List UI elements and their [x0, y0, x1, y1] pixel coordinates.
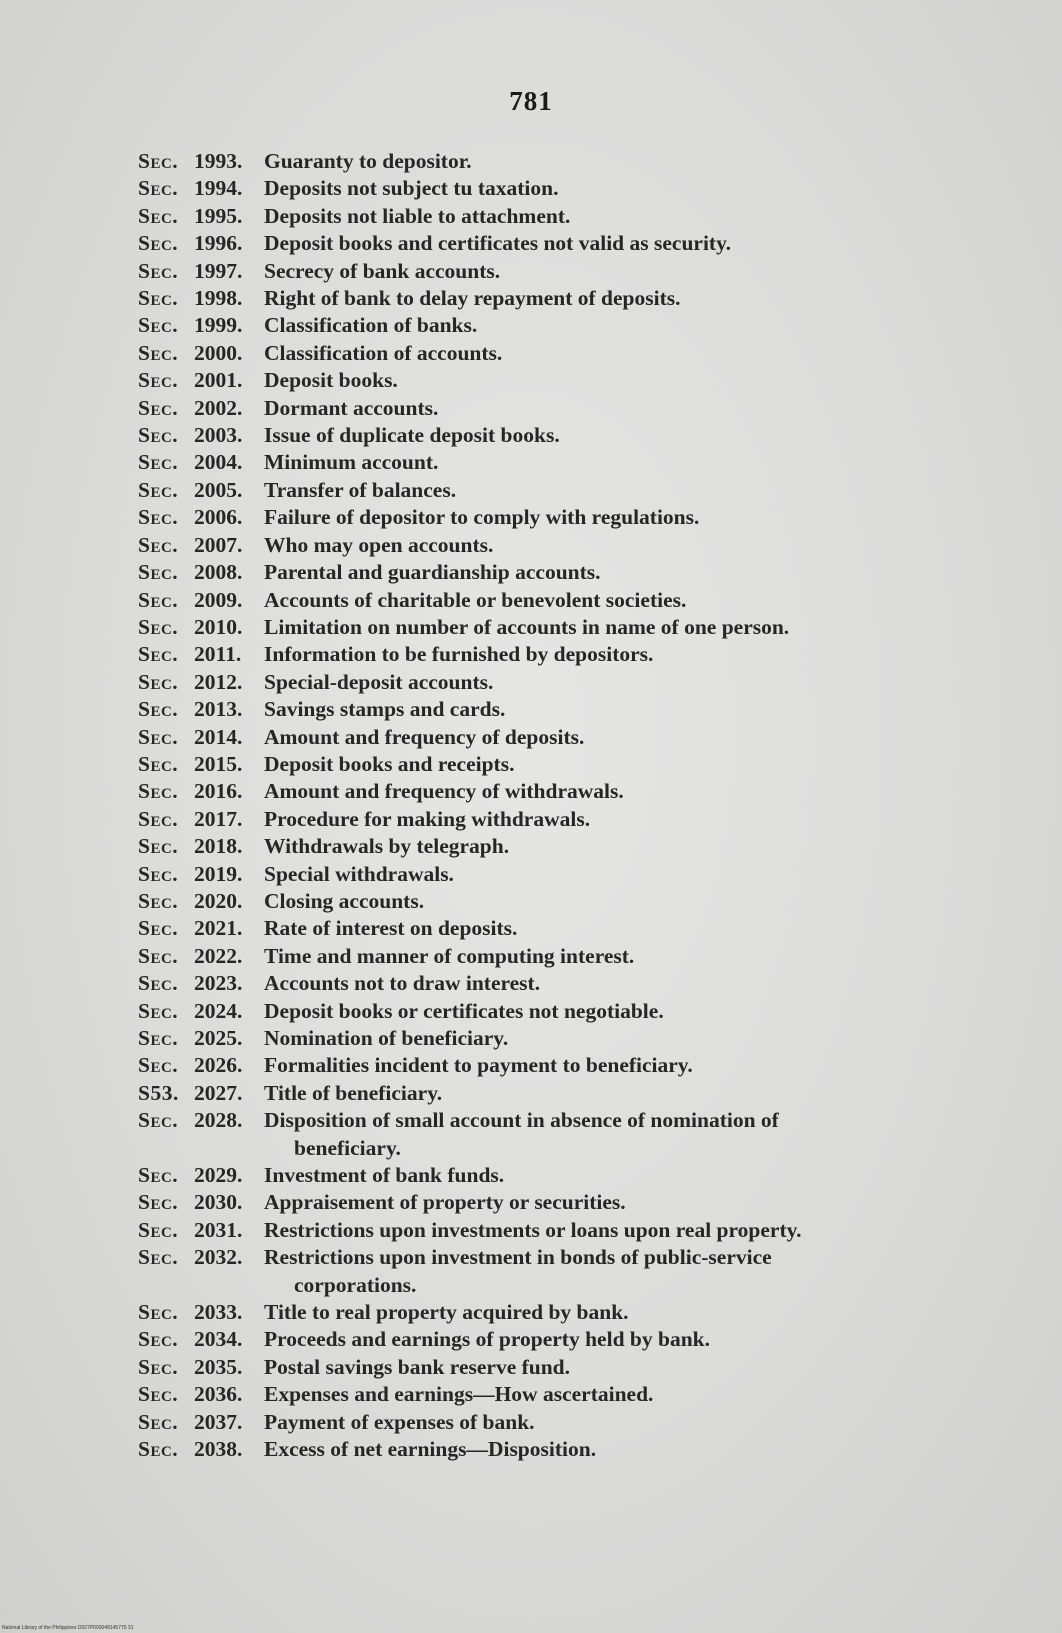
section-prefix: Sec.: [138, 505, 179, 530]
section-title: [264, 751, 958, 778]
section-title: [264, 258, 958, 285]
section-prefix: Sec.: [138, 971, 179, 996]
section-title: [264, 587, 958, 614]
section-prefix: Sec.: [138, 642, 179, 667]
section-title: [264, 1244, 958, 1299]
section-title-text: Deposits not subject tu taxation.: [264, 176, 559, 201]
section-entry: [138, 1052, 958, 1079]
section-prefix: Sec.: [138, 861, 179, 886]
section-number: 1998.: [194, 286, 243, 311]
section-title-text: Failure of depositor to comply with regulations.: [264, 505, 700, 530]
section-entry: [138, 724, 958, 751]
section-prefix: Sec.: [138, 1382, 179, 1407]
section-title: [264, 1025, 958, 1052]
section-number: 2003.: [194, 423, 243, 448]
section-entry: [138, 532, 958, 559]
section-entry: [138, 449, 958, 476]
section-title-text: Payment of expenses of bank.: [264, 1409, 535, 1434]
section-prefix: Sec.: [138, 1108, 179, 1133]
section-prefix: Sec.: [138, 1327, 179, 1352]
section-prefix: Sec.: [138, 998, 179, 1023]
section-number: 2033.: [194, 1300, 243, 1325]
section-title: [264, 806, 958, 833]
section-title-text: Formalities incident to payment to beneficiary.: [264, 1053, 693, 1078]
section-entry: [138, 1244, 958, 1299]
section-title-text: Postal savings bank reserve fund.: [264, 1354, 571, 1379]
section-entry: [138, 888, 958, 915]
section-title: [264, 1436, 958, 1463]
section-entry: [138, 778, 958, 805]
section-entry: [138, 1162, 958, 1189]
section-title-text: Who may open accounts.: [264, 532, 494, 557]
section-entry: [138, 477, 958, 504]
section-title-continuation: beneficiary.: [294, 1135, 401, 1160]
section-entry: [138, 175, 958, 202]
section-number: 2038.: [194, 1437, 243, 1462]
section-title-text: Deposit books and certificates not valid as security.: [264, 231, 732, 256]
section-prefix: Sec.: [138, 724, 179, 749]
section-title-text: Secrecy of bank accounts.: [264, 258, 501, 283]
section-title: [264, 861, 958, 888]
section-prefix: Sec.: [138, 1245, 179, 1270]
section-prefix: Sec.: [138, 806, 179, 831]
section-number: 2015.: [194, 751, 243, 776]
section-entry: [138, 970, 958, 997]
section-entry: [138, 1189, 958, 1216]
section-entry: [138, 559, 958, 586]
section-entry: [138, 258, 958, 285]
section-number: 2002.: [194, 395, 243, 420]
section-title: [264, 1217, 958, 1244]
section-prefix: Sec.: [138, 231, 179, 256]
section-entry: [138, 833, 958, 860]
section-number: 2036.: [194, 1382, 243, 1407]
section-title: [264, 449, 958, 476]
section-number: 2017.: [194, 806, 243, 831]
section-number: 2016.: [194, 779, 243, 804]
section-number: 2018.: [194, 834, 243, 859]
section-number: 2010.: [194, 614, 243, 639]
section-title-text: Limitation on number of accounts in name of one person.: [264, 614, 790, 639]
section-title-text: Closing accounts.: [264, 888, 425, 913]
section-prefix: Sec.: [138, 1437, 179, 1462]
section-title-text: Issue of duplicate deposit books.: [264, 423, 560, 448]
section-prefix: Sec.: [138, 286, 179, 311]
section-title-text: Dormant accounts.: [264, 395, 439, 420]
section-prefix: Sec.: [138, 560, 179, 585]
section-title: [264, 943, 958, 970]
section-number: 2021.: [194, 916, 243, 941]
section-title: [264, 532, 958, 559]
section-title: [264, 1326, 958, 1353]
section-number: 2022.: [194, 943, 243, 968]
section-number: 2013.: [194, 697, 243, 722]
section-entry: [138, 696, 958, 723]
section-title-text: Disposition of small account in absence of nomination of: [264, 1108, 779, 1133]
section-title: [264, 641, 958, 668]
section-title-text: Title of beneficiary.: [264, 1080, 443, 1105]
section-entry: [138, 751, 958, 778]
section-title: [264, 395, 958, 422]
section-number: 2029.: [194, 1163, 243, 1188]
section-number: 2027.: [194, 1080, 243, 1105]
section-prefix: Sec.: [138, 149, 179, 173]
section-title-text: Classification of banks.: [264, 313, 478, 338]
section-title: [264, 669, 958, 696]
library-footer: National Library of the Philippines D027P000048145775 31: [2, 1625, 134, 1631]
section-number: 2011.: [194, 642, 242, 667]
section-number: 2035.: [194, 1354, 243, 1379]
section-prefix: Sec.: [138, 751, 179, 776]
section-title: [264, 833, 958, 860]
section-title-text: Deposit books and receipts.: [264, 751, 515, 776]
section-number: 1993.: [194, 149, 243, 173]
section-title-text: Nomination of beneficiary.: [264, 1026, 509, 1050]
section-prefix: Sec.: [138, 1026, 179, 1050]
section-title-text: Restrictions upon investments or loans upon real property.: [264, 1217, 802, 1242]
section-title-text: Expenses and earnings—How ascertained.: [264, 1382, 654, 1407]
section-entry: [138, 943, 958, 970]
section-prefix: Sec.: [138, 888, 179, 913]
section-number: 2026.: [194, 1053, 243, 1078]
section-number: 1999.: [194, 313, 243, 338]
section-title: [264, 1381, 958, 1408]
section-number: 2024.: [194, 998, 243, 1023]
section-entry: [138, 915, 958, 942]
section-title-text: Savings stamps and cards.: [264, 697, 506, 722]
section-entry: [138, 669, 958, 696]
section-title: [264, 559, 958, 586]
section-title-text: Special-deposit accounts.: [264, 669, 494, 694]
section-entry: [138, 1436, 958, 1463]
section-number: 2014.: [194, 724, 243, 749]
section-title: [264, 340, 958, 367]
section-number: 2030.: [194, 1190, 243, 1215]
section-number: 2012.: [194, 669, 243, 694]
section-title-text: Deposit books.: [264, 368, 398, 393]
section-entry: [138, 998, 958, 1025]
section-title: [264, 477, 958, 504]
section-title-text: Accounts not to draw interest.: [264, 971, 541, 996]
section-entry: [138, 422, 958, 449]
section-prefix: Sec.: [138, 368, 179, 393]
section-prefix: Sec.: [138, 423, 179, 448]
section-entry: [138, 861, 958, 888]
section-title-text: Guaranty to depositor.: [264, 149, 472, 173]
section-title: [264, 312, 958, 339]
section-title-text: Parental and guardianship accounts.: [264, 560, 601, 585]
section-number: 2001.: [194, 368, 243, 393]
section-prefix: Sec.: [138, 203, 179, 228]
section-title: [264, 1409, 958, 1436]
section-title-text: Accounts of charitable or benevolent societies.: [264, 587, 687, 612]
section-title: [264, 998, 958, 1025]
section-number: 2032.: [194, 1245, 243, 1270]
section-prefix: Sec.: [138, 1300, 179, 1325]
section-title: [264, 1189, 958, 1216]
section-list: [138, 148, 958, 1464]
section-entry: [138, 587, 958, 614]
section-number: 2009.: [194, 587, 243, 612]
section-title-text: Rate of interest on deposits.: [264, 916, 518, 941]
section-title: [264, 696, 958, 723]
section-prefix: Sec.: [138, 450, 179, 475]
section-number: 2004.: [194, 450, 243, 475]
section-title: [264, 724, 958, 751]
section-entry: [138, 1107, 958, 1162]
section-title: [264, 422, 958, 449]
section-prefix: Sec.: [138, 1163, 179, 1188]
section-entry: [138, 203, 958, 230]
section-number: 2019.: [194, 861, 243, 886]
section-title-text: Title to real property acquired by bank.: [264, 1300, 629, 1325]
section-number: 1997.: [194, 258, 243, 283]
section-prefix: Sec.: [138, 395, 179, 420]
section-prefix: Sec.: [138, 1354, 179, 1379]
section-prefix: Sec.: [138, 669, 179, 694]
section-title: [264, 1162, 958, 1189]
section-entry: [138, 1354, 958, 1381]
section-prefix: Sec.: [138, 834, 179, 859]
section-title-continuation: corporations.: [294, 1272, 417, 1297]
section-entry: [138, 395, 958, 422]
section-number: 2008.: [194, 560, 243, 585]
section-title-text: Appraisement of property or securities.: [264, 1190, 626, 1215]
section-title: [264, 1107, 958, 1162]
section-prefix: Sec.: [138, 313, 179, 338]
section-entry: [138, 312, 958, 339]
section-title-text: Procedure for making withdrawals.: [264, 806, 591, 831]
section-title: [264, 1354, 958, 1381]
section-prefix: Sec.: [138, 697, 179, 722]
section-prefix: Sec.: [138, 176, 179, 201]
section-prefix: Sec.: [138, 1190, 179, 1215]
section-entry: [138, 1299, 958, 1326]
section-prefix: Sec.: [138, 587, 179, 612]
section-title: [264, 778, 958, 805]
section-title: [264, 614, 958, 641]
section-title-text: Deposits not liable to attachment.: [264, 203, 571, 228]
section-title: [264, 1052, 958, 1079]
section-prefix: Sec.: [138, 532, 179, 557]
section-title: [264, 148, 958, 175]
section-prefix: Sec.: [138, 943, 179, 968]
section-prefix: S53.: [138, 1080, 179, 1105]
section-title: [264, 1299, 958, 1326]
section-title-text: Amount and frequency of withdrawals.: [264, 779, 624, 804]
section-entry: [138, 806, 958, 833]
section-title-text: Transfer of balances.: [264, 477, 457, 502]
section-entry: [138, 340, 958, 367]
section-title-text: Deposit books or certificates not negotiable.: [264, 998, 664, 1023]
section-title: [264, 175, 958, 202]
section-prefix: Sec.: [138, 1409, 179, 1434]
section-number: 1996.: [194, 231, 243, 256]
section-title: [264, 970, 958, 997]
page-number: 781: [509, 86, 553, 116]
section-title-text: Right of bank to delay repayment of deposits.: [264, 286, 681, 311]
section-title-text: Time and manner of computing interest.: [264, 943, 635, 968]
section-entry: [138, 148, 958, 175]
section-title: [264, 915, 958, 942]
section-number: 2006.: [194, 505, 243, 530]
section-title: [264, 888, 958, 915]
section-number: 2031.: [194, 1217, 243, 1242]
section-title-text: Investment of bank funds.: [264, 1163, 505, 1188]
section-title: [264, 203, 958, 230]
section-number: 1994.: [194, 176, 243, 201]
section-entry: [138, 504, 958, 531]
section-entry: [138, 614, 958, 641]
section-title-text: Special withdrawals.: [264, 861, 454, 886]
section-title-text: Classification of accounts.: [264, 340, 503, 365]
section-entry: [138, 285, 958, 312]
section-prefix: Sec.: [138, 614, 179, 639]
section-prefix: Sec.: [138, 258, 179, 283]
section-entry: [138, 1326, 958, 1353]
section-entry: [138, 1217, 958, 1244]
section-title: [264, 367, 958, 394]
section-entry: [138, 1025, 958, 1052]
section-entry: [138, 1381, 958, 1408]
section-number: 2005.: [194, 477, 243, 502]
section-prefix: Sec.: [138, 340, 179, 365]
section-title: [264, 1080, 958, 1107]
section-number: 2020.: [194, 888, 243, 913]
section-number: 2007.: [194, 532, 243, 557]
section-number: 2037.: [194, 1409, 243, 1434]
section-number: 2025.: [194, 1026, 243, 1050]
section-prefix: Sec.: [138, 1217, 179, 1242]
section-title: [264, 504, 958, 531]
section-prefix: Sec.: [138, 477, 179, 502]
section-title-text: Minimum account.: [264, 450, 439, 475]
section-entry: [138, 641, 958, 668]
section-number: 2034.: [194, 1327, 243, 1352]
section-entry: [138, 230, 958, 257]
section-prefix: Sec.: [138, 1053, 179, 1078]
section-number: 1995.: [194, 203, 243, 228]
section-title-text: Restrictions upon investment in bonds of public-service: [264, 1245, 772, 1270]
section-title: [264, 230, 958, 257]
section-entry: [138, 1409, 958, 1436]
section-entry: [138, 1080, 958, 1107]
section-entry: [138, 367, 958, 394]
section-title-text: Amount and frequency of deposits.: [264, 724, 585, 749]
section-prefix: Sec.: [138, 916, 179, 941]
section-number: 2028.: [194, 1108, 243, 1133]
section-title-text: Information to be furnished by depositors.: [264, 642, 654, 667]
section-title: [264, 285, 958, 312]
section-title-text: Proceeds and earnings of property held by bank.: [264, 1327, 710, 1352]
section-title-text: Withdrawals by telegraph.: [264, 834, 510, 859]
section-prefix: Sec.: [138, 779, 179, 804]
section-number: 2000.: [194, 340, 243, 365]
section-number: 2023.: [194, 971, 243, 996]
section-title-text: Excess of net earnings—Disposition.: [264, 1437, 597, 1462]
